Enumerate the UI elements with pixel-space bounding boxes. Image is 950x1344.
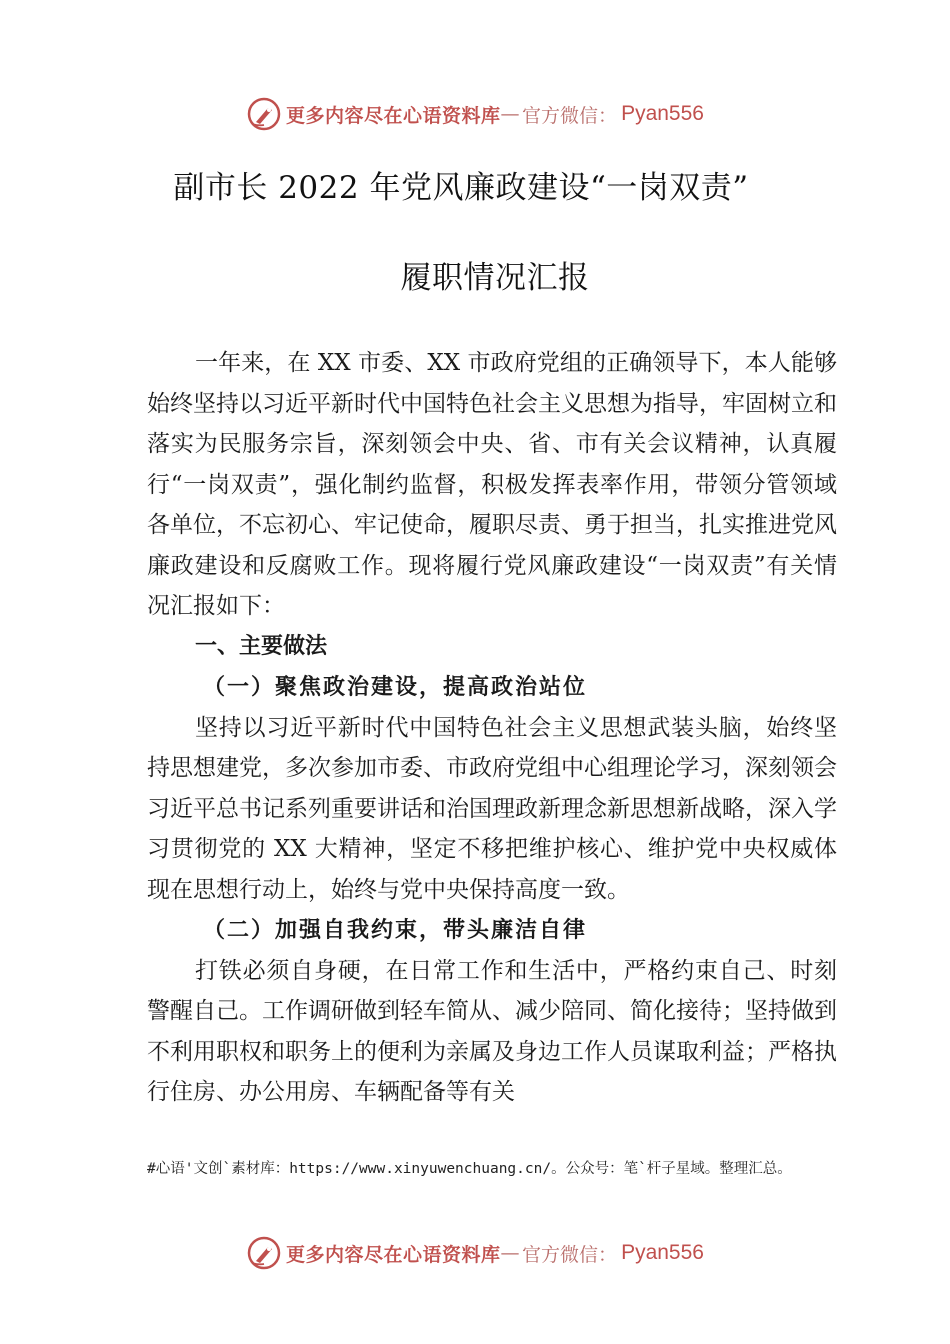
banner-title: 更多内容尽在心语资料库 <box>286 104 501 127</box>
banner-dash: — <box>500 1242 521 1264</box>
footer-banner <box>0 1233 950 1273</box>
subsection-heading-1: （一）聚焦政治建设，提高政治站位 <box>203 674 588 700</box>
document-title-line2: 履职情况汇报 <box>400 260 590 296</box>
pen-nib-circle-icon <box>246 96 282 132</box>
section-heading-1: 一、主要做法 <box>195 633 328 659</box>
subsection-2-paragraph: 打铁必须自身硬，在日常工作和生活中，严格约束自己、时刻警醒自己。工作调研做到轻车简从、减少陪同、简化接待；坚持做到不利用职权和职务上的便利为亲属及身边工作人员谋取利益；严格执行住房、办公用房、车辆配备等有关 <box>147 957 837 1105</box>
header-banner <box>0 94 950 134</box>
banner-wechat-label: 官方微信： <box>522 1243 618 1266</box>
subsection-heading-2: （二）加强自我约束，带头廉洁自律 <box>203 917 588 943</box>
banner-wechat-id: Pyan556 <box>621 102 704 125</box>
document-body <box>147 343 837 1113</box>
pen-nib-circle-icon <box>246 1235 282 1271</box>
document-title-line1: 副市长 2022 年党风廉政建设“一岗双责” <box>173 170 749 206</box>
banner-wechat-label: 官方微信： <box>522 104 618 127</box>
source-footnote: #心语'文创`素材库：https://www.xinyuwenchuang.cn/。公众号：笔`杆子星域。整理汇总。 <box>147 1161 792 1177</box>
intro-paragraph: 一年来，在 XX 市委、XX 市政府党组的正确领导下，本人能够始终坚持以习近平新时代中国特色社会主义思想为指导，牢固树立和落实为民服务宗旨，深刻领会中央、省、市有关会议精神，认真履行“一岗双责”，强化制约监督，积极发挥表率作用，带领分管领域各单位，不忘初心、牢记使命，履职尽责、勇于担当，扎实推进党风廉政建设和反腐败工作。现将履行党风廉政建设“一岗双责”有关情况汇报如下： <box>147 350 837 619</box>
banner-wechat-id: Pyan556 <box>621 1241 704 1264</box>
banner-title: 更多内容尽在心语资料库 <box>286 1243 501 1266</box>
banner-dash: — <box>500 103 521 125</box>
subsection-1-paragraph: 坚持以习近平新时代中国特色社会主义思想武装头脑，始终坚持思想建党，多次参加市委、市政府党组中心组理论学习，深刻领会习近平总书记系列重要讲话和治国理政新理念新思想新战略，深入学习贯彻党的 XX 大精神，坚定不移把维护核心、维护党中央权威体现在思想行动上，始终与党中央保持高度一致。 <box>147 714 837 903</box>
